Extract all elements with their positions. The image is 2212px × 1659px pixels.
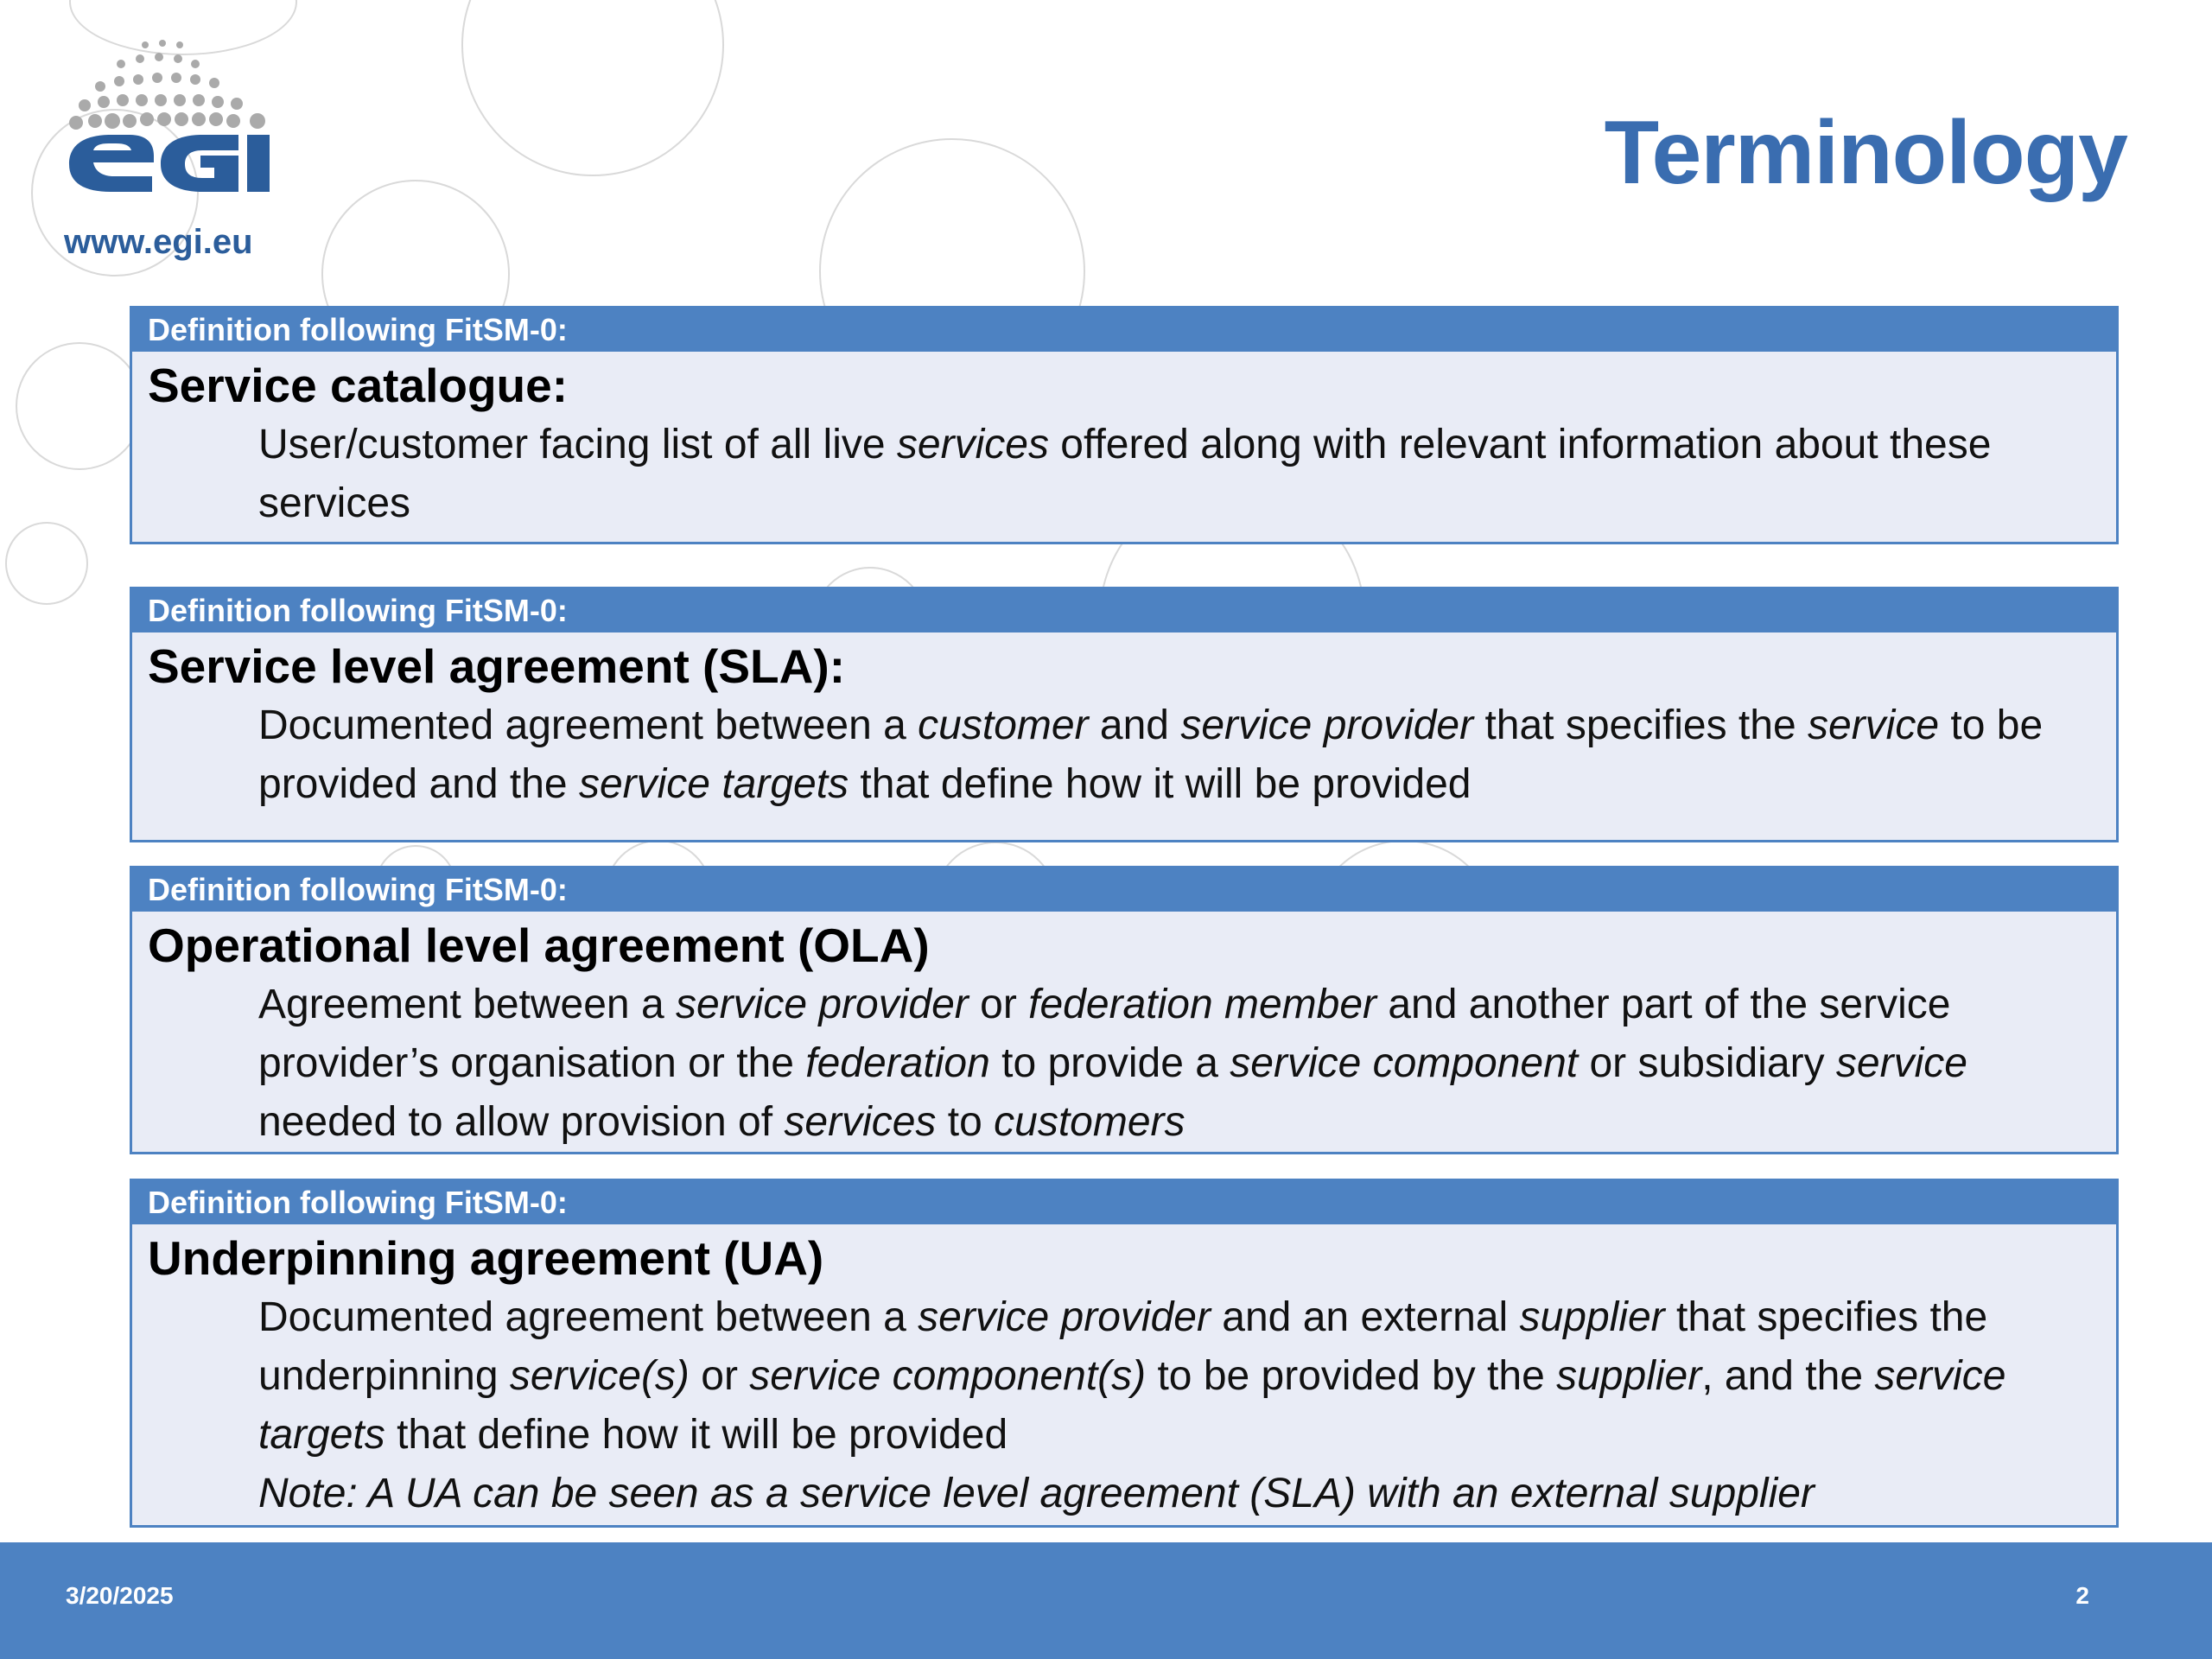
definition-term: Service catalogue: bbox=[148, 359, 569, 412]
emphasized-term: services bbox=[896, 422, 1049, 467]
text-run: Documented agreement between a bbox=[258, 1294, 918, 1340]
emphasized-term: service provider bbox=[918, 1294, 1211, 1340]
definition-box-sla bbox=[130, 587, 2119, 842]
text-run: that specifies the underpinning bbox=[258, 1294, 1988, 1399]
definition-paragraph bbox=[258, 696, 2082, 814]
definition-body bbox=[132, 1288, 2116, 1523]
definition-body bbox=[132, 696, 2116, 814]
footer-bar bbox=[0, 1542, 2212, 1659]
text-run: that specifies the bbox=[1473, 702, 1808, 748]
definition-source: Definition following FitSM-0: bbox=[132, 589, 2116, 632]
emphasized-term: service component(s) bbox=[749, 1353, 1147, 1399]
text-run: to be provided by the bbox=[1146, 1353, 1557, 1399]
text-run: User/customer facing list of all live bbox=[258, 422, 897, 467]
egi-logo bbox=[60, 35, 285, 268]
emphasized-term: federation bbox=[805, 1040, 990, 1086]
text-run: and another part of the service provider’s organisation or the bbox=[258, 982, 1951, 1086]
text-run: Documented agreement between a bbox=[258, 702, 918, 748]
definition-term: Service level agreement (SLA): bbox=[148, 639, 846, 693]
emphasized-term: service bbox=[1808, 702, 1940, 748]
definition-body bbox=[132, 416, 2116, 533]
text-run: to provide a bbox=[989, 1040, 1230, 1086]
text-run: needed to allow provision of bbox=[258, 1099, 785, 1145]
text-run: offered along with relevant information about these services bbox=[258, 422, 1992, 526]
definition-source: Definition following FitSM-0: bbox=[132, 1181, 2116, 1224]
text-run: or subsidiary bbox=[1578, 1040, 1836, 1086]
emphasized-term: services bbox=[784, 1099, 937, 1145]
emphasized-term: Note: A UA can be seen as a service level agreement (SLA) with an external supplier bbox=[258, 1471, 1815, 1516]
egi-logo-graphic bbox=[60, 35, 285, 207]
emphasized-term: customers bbox=[994, 1099, 1185, 1145]
definition-term: Underpinning agreement (UA) bbox=[148, 1231, 824, 1285]
definition-box-ua bbox=[130, 1179, 2119, 1528]
text-run: or bbox=[689, 1353, 750, 1399]
text-run: that define how it will be provided bbox=[385, 1412, 1008, 1458]
footer-date: 3/20/2025 bbox=[66, 1582, 174, 1609]
text-run: , and the bbox=[1701, 1353, 1875, 1399]
decor-bubble bbox=[16, 342, 143, 470]
emphasized-term: service targets bbox=[578, 761, 849, 807]
emphasized-term: supplier bbox=[1556, 1353, 1702, 1399]
definition-term: Operational level agreement (OLA) bbox=[148, 918, 930, 972]
definition-source: Definition following FitSM-0: bbox=[132, 868, 2116, 912]
emphasized-term: service(s) bbox=[509, 1353, 690, 1399]
definition-source: Definition following FitSM-0: bbox=[132, 308, 2116, 352]
text-run: that define how it will be provided bbox=[849, 761, 1471, 807]
emphasized-term: service component bbox=[1230, 1040, 1579, 1086]
text-run: Agreement between a bbox=[258, 982, 676, 1027]
decor-bubble bbox=[5, 522, 88, 605]
definition-paragraph bbox=[258, 1465, 2082, 1523]
page-title: Terminology bbox=[1604, 103, 2127, 203]
definition-box-service-catalogue bbox=[130, 306, 2119, 544]
emphasized-term: federation member bbox=[1028, 982, 1377, 1027]
text-run: and bbox=[1088, 702, 1181, 748]
definition-paragraph bbox=[258, 416, 2082, 533]
emphasized-term: service bbox=[1835, 1040, 1967, 1086]
emphasized-term: service provider bbox=[675, 982, 969, 1027]
emphasized-term: service targets bbox=[258, 1353, 2006, 1458]
definition-paragraph bbox=[258, 976, 2082, 1152]
website-url: www.egi.eu bbox=[64, 223, 253, 261]
emphasized-term: service provider bbox=[1180, 702, 1474, 748]
page-number: 2 bbox=[2075, 1582, 2089, 1609]
definition-box-ola bbox=[130, 866, 2119, 1154]
emphasized-term: supplier bbox=[1519, 1294, 1665, 1340]
decor-bubble bbox=[461, 0, 724, 176]
definition-paragraph bbox=[258, 1288, 2082, 1465]
text-run: to bbox=[936, 1099, 995, 1145]
text-run: and an external bbox=[1210, 1294, 1520, 1340]
definition-body bbox=[132, 976, 2116, 1152]
text-run: to be provided and the bbox=[258, 702, 2044, 807]
emphasized-term: customer bbox=[918, 702, 1089, 748]
text-run: or bbox=[968, 982, 1029, 1027]
